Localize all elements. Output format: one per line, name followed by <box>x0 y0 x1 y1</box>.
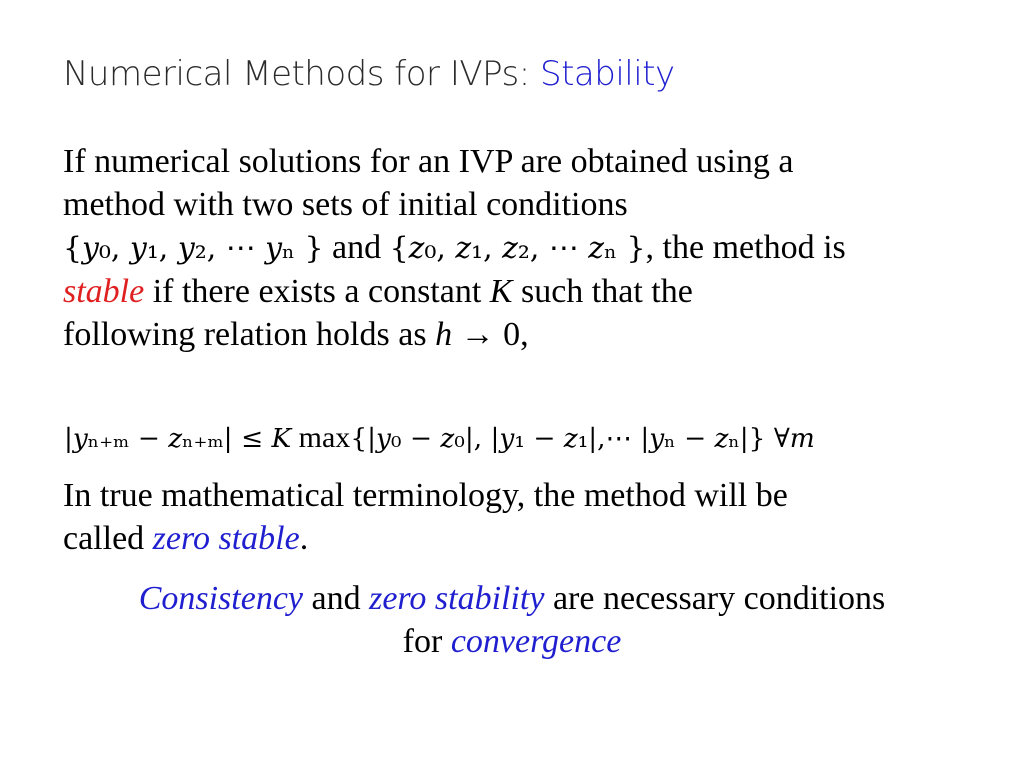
definition-line-3 <box>63 226 846 270</box>
conclusion-line-2 <box>0 620 1024 663</box>
step-size-h: h <box>435 316 453 353</box>
definition-line-1: If numerical solutions for an IVP are obtained using a <box>63 143 794 180</box>
constant-k: K <box>489 273 513 310</box>
necessary-conditions-text: are necessary conditions <box>544 580 886 617</box>
relation-max: max <box>291 421 351 454</box>
title-main: Numerical Methods for IVPs: <box>63 54 540 94</box>
terminology-line-2 <box>63 517 788 560</box>
conclusion-line-1 <box>0 577 1024 620</box>
stable-term: stable <box>63 273 145 310</box>
terminology-paragraph <box>63 474 788 560</box>
relation-rhs: {|𝑦₀ − 𝑧₀|, |𝑦₁ − 𝑧₁|,⋯ |𝑦ₙ − 𝑧ₙ|} ∀𝑚 <box>350 423 815 454</box>
such-that-text: such that the <box>512 273 693 310</box>
definition-line-4 <box>63 270 846 313</box>
exists-constant-text: if there exists a constant <box>144 273 490 310</box>
initial-set-y: {𝑦₀, 𝑦₁, 𝑦₂, ⋯ 𝑦ₙ } <box>63 231 324 266</box>
definition-line-5 <box>63 313 846 356</box>
slide-title <box>63 54 675 94</box>
period: . <box>299 520 309 557</box>
zero-stable-term: zero stable <box>152 520 300 557</box>
zero-stability-term: zero stability <box>369 580 545 617</box>
relation-lhs: |𝑦ₙ₊ₘ − 𝑧ₙ₊ₘ| ≤ 𝐾 <box>64 423 292 454</box>
relation-holds-text: following relation holds as <box>63 316 436 353</box>
conclusion-statement <box>0 577 1024 663</box>
terminology-line-1: In true mathematical terminology, the method will be <box>63 477 788 514</box>
title-accent: Stability <box>540 54 675 94</box>
and-text: and <box>323 229 390 266</box>
convergence-term: convergence <box>450 623 622 660</box>
consistency-term: Consistency <box>138 580 304 617</box>
method-is-text: , the method is <box>645 229 846 266</box>
initial-set-z: {𝑧₀, 𝑧₁, 𝑧₂, ⋯ 𝑧ₙ } <box>389 231 646 266</box>
limit-text: → 0, <box>452 316 529 353</box>
definition-paragraph <box>63 140 846 356</box>
called-text: called <box>63 520 153 557</box>
for-text: for <box>402 623 451 660</box>
definition-line-2: method with two sets of initial conditions <box>63 186 628 223</box>
conclusion-and: and <box>303 580 370 617</box>
stability-relation <box>64 418 815 459</box>
